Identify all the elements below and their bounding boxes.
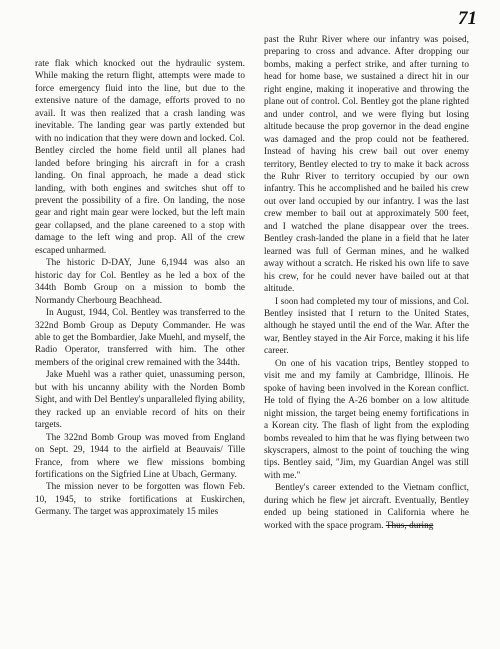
paragraph: The historic D-DAY, June 6,1944 was also an historic day for Col. Bentley as he led a box of the 344th Bomb Group on a mission to bomb the Normandy Cherbourg Beachhead.: [35, 257, 245, 305]
paragraph: [264, 481, 469, 531]
paragraph: On one of his vacation trips, Bentley stopped to visit me and my family at Cambridge, Illinois. He spoke of having been involved in the Korean conflict. He told of flying the A-26 bomber on a low altitude night mission, the target being enemy fortifications in a Korean city. The flash of light from the exploding bombs revealed to him that he was flying between two skyscrapers, almost to the point of touching the wing tips. Bentley said, "Jim, my Guardian Angel was still with me.": [264, 357, 469, 480]
paragraph: I soon had completed my tour of missions, and Col. Bentley insisted that I return to the United States, although he stayed until the end of the War. After the war, Bentley stayed in the Air Force, making it his life career.: [264, 295, 469, 356]
struck-text: Thus, during: [385, 519, 434, 530]
paragraph: The 322nd Bomb Group was moved from England on Sept. 29, 1944 to the airfield at Beauvais/ Tille France, from where we flew missions bombing fortifications on the Sigfried Line at Ubach, Germany.: [35, 431, 245, 479]
left-column: [35, 57, 245, 518]
paragraph: Jake Muehl was a rather quiet, unassuming person, but with his uncanny ability with the Norden Bomb Sight, and with Del Bentley's unparalleled flying ability, they racked up an enviable record of hits on their targets.: [35, 369, 245, 430]
paragraph: The mission never to be forgotten was flown Feb. 10, 1945, to strike fortifications at Euskirchen, Germany. The target was approximately 15 miles: [35, 481, 245, 517]
paragraph: past the Ruhr River where our infantry was poised, preparing to cross and advance. After dropping our bombs, making a perfect strike, and after turning to head for home base, we sustained a direct hit in our right engine, making it inoperative and throwing the plane out of control. Col. Bentley got the plane righted and under control, and we were flying but losing altitude because the prop governor in the dead engine was damaged and the prop could not be feathered. Instead of having his crew bail out over enemy territory, Bentley elected to try to make it back across the Ruhr River to territory occupied by our own infantry. This he accomplished and he bailed his crew out over land occupied by our infantry. I was the last crew member to bail out at approximately 500 feet, and I watched the plane disappear over the trees. Bentley crash-landed the plane in a field that he later learned was full of German mines, and he walked away without a scratch. He risked his own life to save his crew, for he could never have bailed out at that altitude.: [264, 34, 469, 294]
page-number: 71: [458, 8, 477, 29]
paragraph: rate flak which knocked out the hydraulic system. While making the return flight, attempts were made to force emergency fluid into the line, but due to the extensive nature of the damage, efforts proved to no avail. It was then realized that a crash landing was inevitable. The landing gear was partly extended but with no indication that they were down and locked. Col. Bentley circled the home field until all planes had landed before bringing his aircraft in for a crash landing. On final approach, he made a dead stick landing, with both engines and switches shut off to prevent the possibility of a fire. On landing, the nose gear and right main gear were locked, but the left main gear collapsed, and the plane careened to a stop with damage to the left wing and prop. All of the crew escaped unharmed.: [35, 58, 245, 255]
paragraph: In August, 1944, Col. Bentley was transferred to the 322nd Bomb Group as Deputy Commander. He was able to get the Bombardier, Jake Muehl, and myself, the Radio Operator, transferred with him. The other members of the original crew remained with the 344th.: [35, 307, 245, 367]
paragraph-text: Bentley's career extended to the Vietnam conflict, during which he flew jet aircraft. Eventually, Bentley ended up being stationed in California where he worked with the space program.: [264, 482, 469, 530]
right-column: [264, 33, 469, 531]
